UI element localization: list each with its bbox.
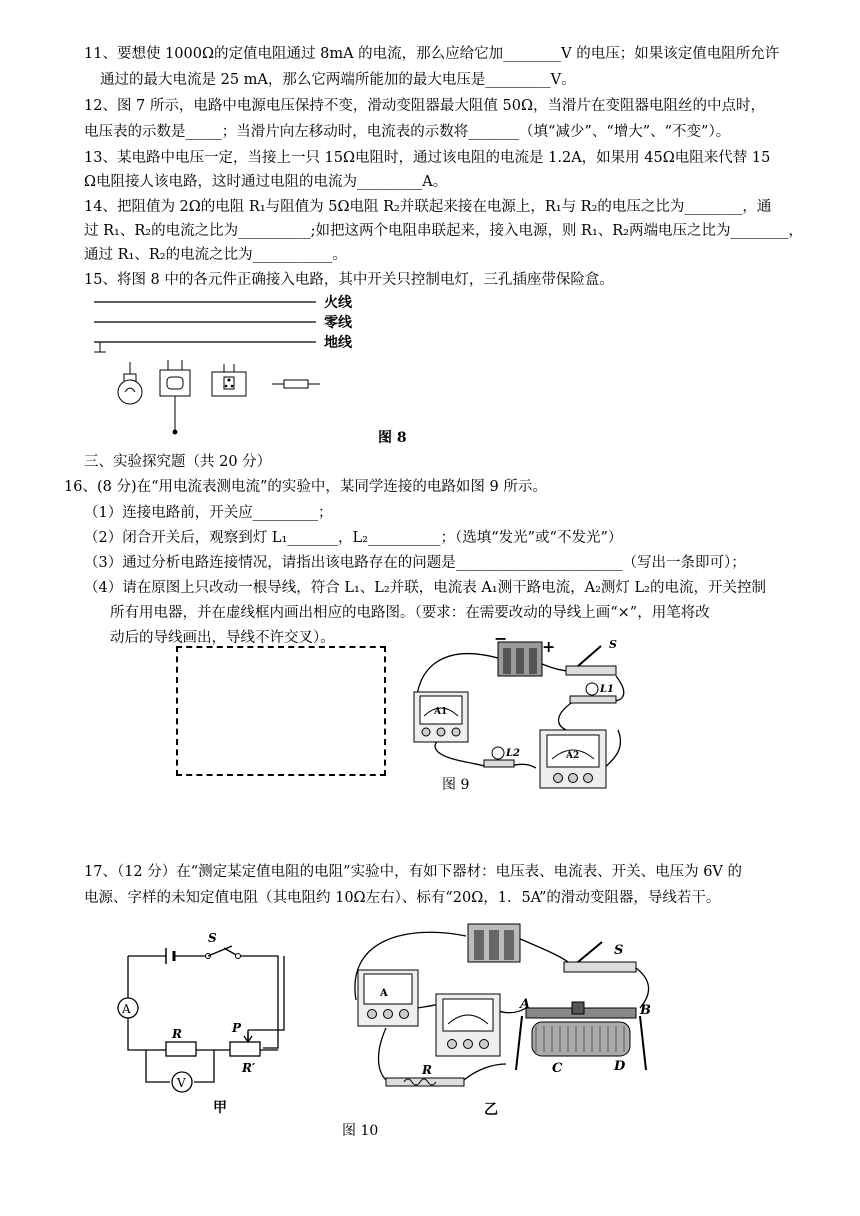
ammeter-a2-label: A2 — [566, 751, 580, 761]
jia-resistor-label: R — [172, 1027, 182, 1041]
figure-9 — [406, 634, 636, 794]
battery-icon — [468, 924, 520, 962]
lamp-l1-label: L1 — [600, 684, 614, 695]
yi-terminal-c-label: C — [552, 1061, 563, 1076]
figure-10-yi — [346, 910, 676, 1120]
figure-9-caption: 图 9 — [442, 777, 470, 793]
switch-icon — [566, 638, 617, 675]
figure-10-caption: 图 10 — [342, 1123, 379, 1139]
q11-line1: 11、要想使 1000Ω的定值电阻通过 8mA 的电流，那么应给它加________V 的电压；如果该定值电阻所允许 — [84, 46, 780, 62]
q16-part3: （3）通过分析电路连接情况，请指出该电路存在的问题是_______________________（写出一条即可）； — [84, 555, 746, 571]
three-hole-socket-icon — [212, 364, 246, 396]
rheostat-icon — [516, 997, 651, 1076]
neutral-wire-label: 零线 — [324, 315, 352, 331]
q12-line1: 12、图 7 所示，电路中电源电压保持不变，滑动变阻器最大阻值 50Ω，当滑片在变阻器电阻丝的中点时， — [84, 98, 765, 114]
figure-8 — [84, 292, 404, 442]
switch-icon — [160, 360, 190, 435]
yi-terminal-b-label: B — [640, 1003, 651, 1018]
figure-8-caption: 图 8 — [378, 430, 407, 446]
q16-part1: （1）连接电路前，开关应_________； — [84, 505, 333, 521]
lamp-l2-label: L2 — [506, 748, 520, 759]
q11-line2: 通过的最大电流是 25 mA，那么它两端所能加的最大电压是_________V。 — [100, 72, 576, 88]
yi-terminal-d-label: D — [614, 1059, 626, 1074]
section-3-heading: 三、实验探究题（共 20 分） — [84, 454, 272, 470]
switch-label: S — [609, 638, 617, 651]
yi-switch-label: S — [614, 943, 624, 958]
battery-minus-label: − — [494, 634, 508, 648]
battery-plus-label: + — [542, 637, 556, 656]
jia-caption: 甲 — [213, 1100, 227, 1116]
q14-line1: 14、把阻值为 2Ω的电阻 R₁与阻值为 5Ω电阻 R₂并联起来接在电源上，R₁与 R₂的电压之比为________，通 — [84, 199, 772, 215]
circuit-drawing-box[interactable] — [176, 646, 386, 776]
resistor-icon — [386, 1063, 464, 1086]
jia-voltmeter-label: V — [177, 1076, 186, 1090]
lamp-icon — [118, 362, 142, 404]
fuse-box-icon — [272, 380, 320, 388]
q16-part4-a: （4）请在原图上只改动一根导线，符合 L₁、L₂并联，电流表 A₁测干路电流，A₂测灯 L₂的电流，开关控制 — [84, 580, 766, 596]
jia-slider-label: P — [232, 1021, 242, 1035]
yi-resistor-label: R — [422, 1063, 432, 1077]
lamp-l1-icon — [570, 683, 616, 703]
q16-part4-b: 所有用电器，并在虚线框内画出相应的电路图。（要求：在需要改动的导线上画“×”，用笔将改 — [110, 605, 710, 621]
switch-icon — [564, 942, 636, 972]
yi-caption: 乙 — [484, 1102, 498, 1118]
q17-line1: 17、（12 分）在“测定某定值电阻的电阻”实验中，有如下器材：电压表、电流表、开关、电压为 6V 的 — [84, 864, 742, 880]
q16-part2: （2）闭合开关后，观察到灯 L₁_______，L₂__________；（选填“发光”或“不发光”） — [84, 530, 623, 546]
lamp-l2-icon — [484, 747, 520, 767]
q15-line1: 15、将图 8 中的各元件正确接入电路，其中开关只控制电灯，三孔插座带保险盒。 — [84, 272, 614, 288]
ammeter-icon — [358, 970, 418, 1026]
q13-line1: 13、某电路中电压一定，当接上一只 15Ω电阻时，通过该电阻的电流是 1.2A，如果用 45Ω电阻来代替 15 — [84, 150, 771, 166]
jia-ammeter-label: A — [122, 1002, 131, 1016]
ground-wire-label: 地线 — [324, 335, 352, 351]
ammeter-a1-icon — [414, 692, 468, 742]
battery-icon — [494, 634, 555, 676]
ammeter-a2-icon — [540, 730, 606, 788]
jia-rheostat-label: R′ — [242, 1061, 256, 1075]
yi-ammeter-label: A — [380, 988, 388, 999]
voltmeter-icon — [436, 994, 500, 1056]
figure-10-jia — [108, 928, 298, 1118]
live-wire-label: 火线 — [324, 295, 352, 311]
q16-line1: 16、(8 分)在“用电流表测电流”的实验中，某同学连接的电路如图 9 所示。 — [64, 479, 547, 495]
q16-part4-c: 动后的导线画出，导线不许交叉）。 — [110, 630, 335, 646]
q14-line3: 通过 R₁、R₂的电流之比为___________。 — [84, 247, 347, 263]
ground-symbol — [94, 342, 106, 352]
jia-switch-label: S — [208, 931, 217, 945]
q12-line2: 电压表的示数是_____；当滑片向左移动时，电流表的示数将_______（填“减少”、“增大”、“不变”）。 — [84, 124, 731, 140]
ammeter-a1-label: A1 — [434, 707, 448, 717]
q14-line2: 过 R₁、R₂的电流之比为__________;如把这两个电阻串联起来，接入电源，则 R₁、R₂两端电压之比为________， — [84, 223, 804, 239]
q17-line2: 电源、字样的未知定值电阻（其电阻约 10Ω左右）、标有“20Ω，1．5A”的滑动变阻器，导线若干。 — [84, 890, 721, 906]
q13-line2: Ω电阻接人该电路，这时通过电阻的电流为_________A。 — [84, 174, 448, 190]
yi-terminal-a-label: A — [520, 997, 531, 1012]
